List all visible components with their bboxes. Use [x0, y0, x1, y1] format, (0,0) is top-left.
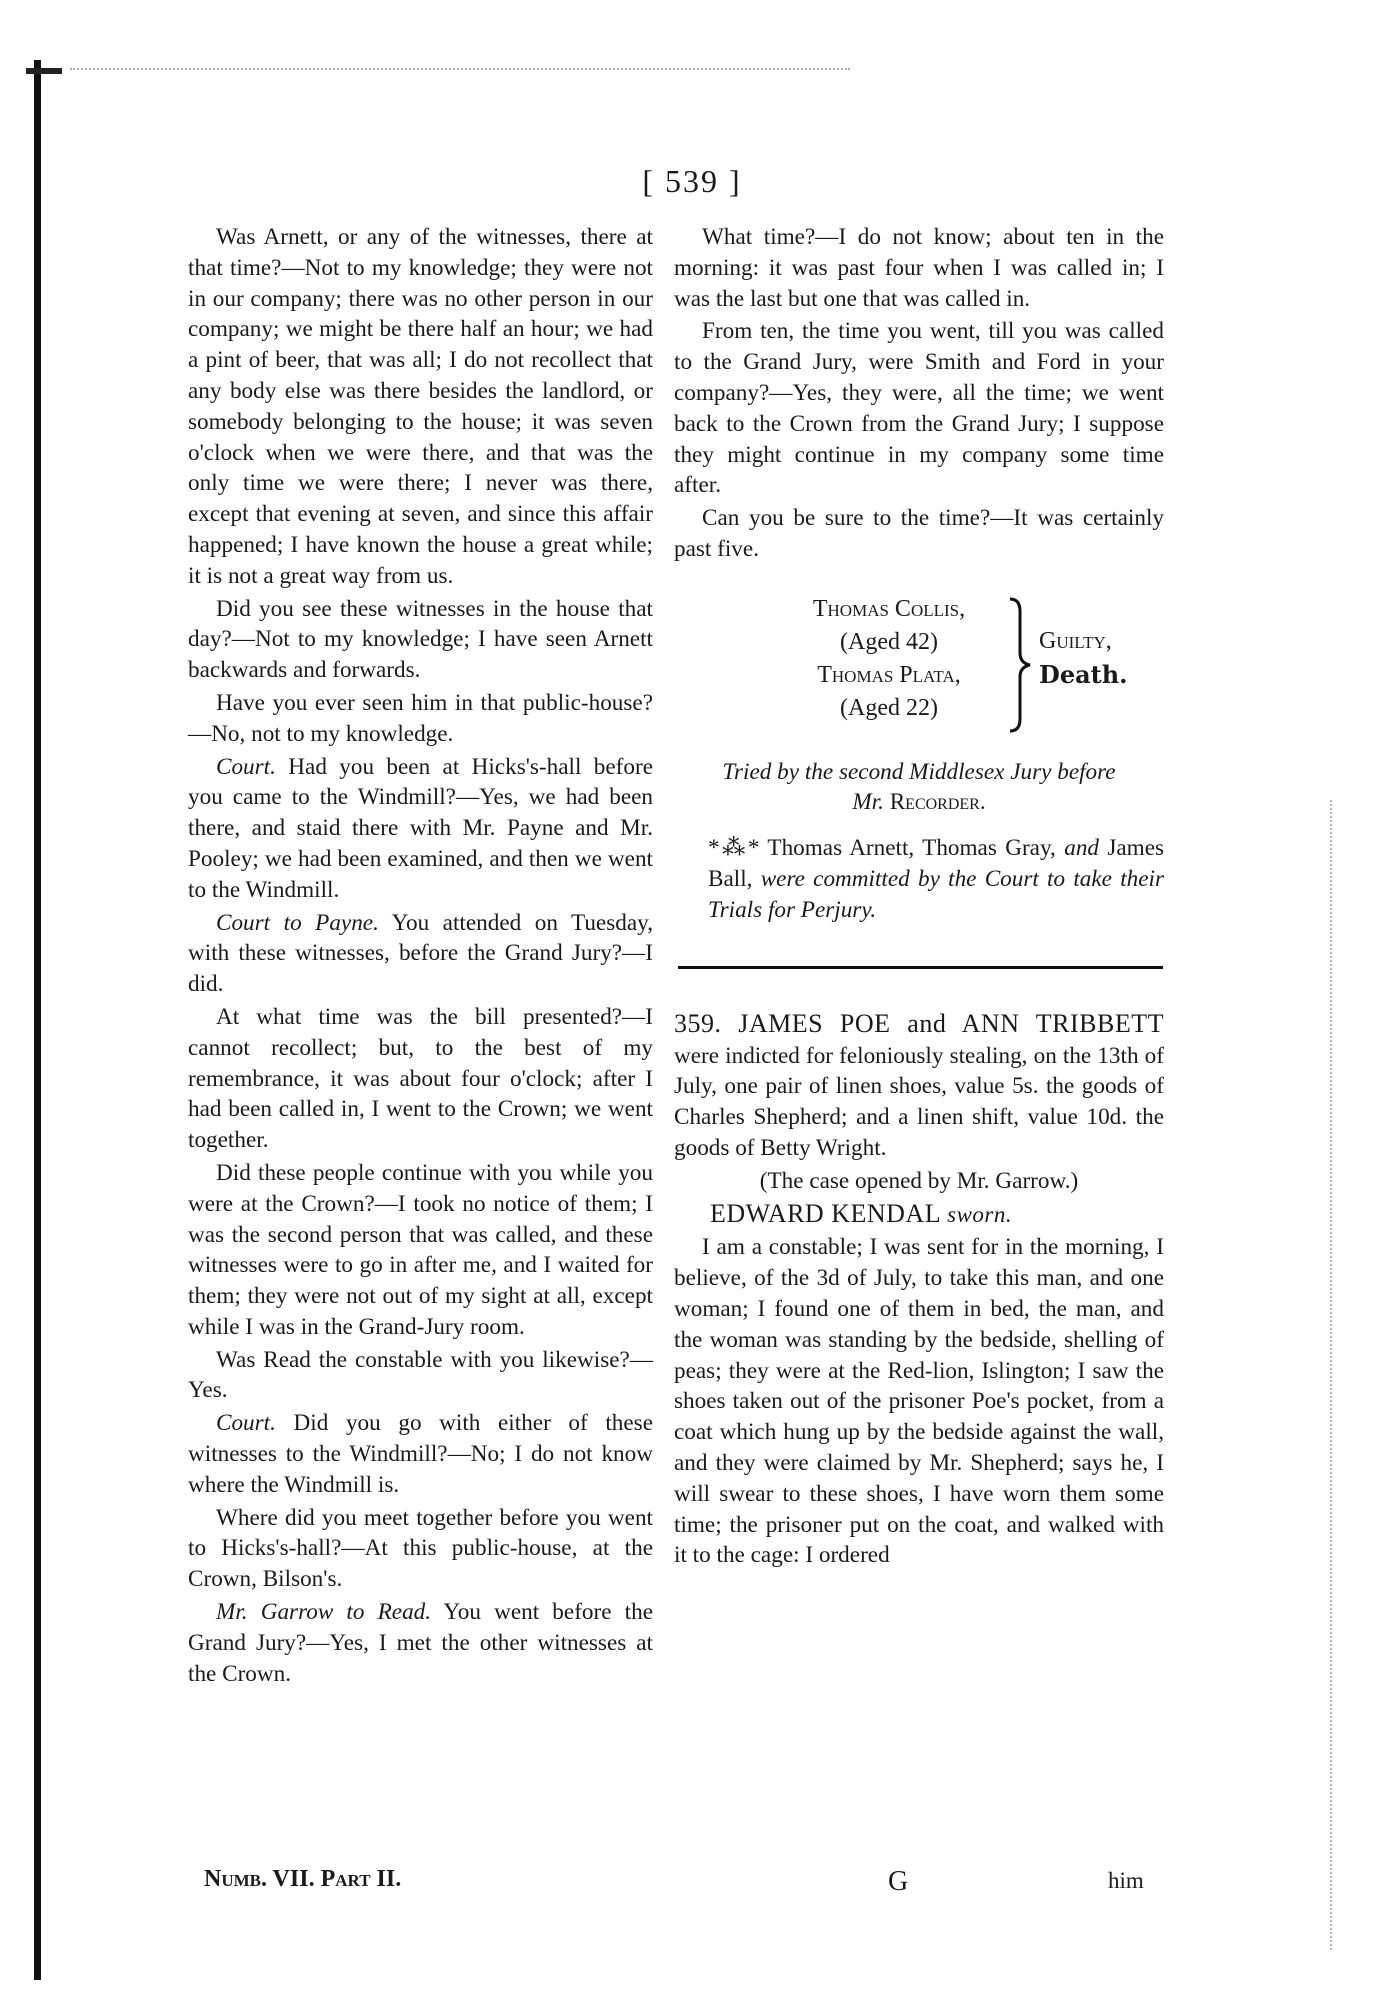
- issue-part-label: Numb. VII. Part II.: [204, 1866, 402, 1892]
- paragraph: [188, 908, 653, 1000]
- defendant-age: (Aged 22): [840, 694, 938, 721]
- paragraph: Can you be sure to the time?—It was certainly past five.: [674, 505, 1164, 562]
- defendant-name: Thomas Collis,: [812, 595, 966, 622]
- paragraph: [188, 752, 653, 906]
- jury-note: [674, 757, 1164, 817]
- committed-names: Thomas Arnett, Thomas Gray,: [767, 834, 1056, 861]
- speaker-label: Mr. Garrow to Read.: [216, 1599, 432, 1626]
- paragraph: Was Arnett, or any of the witnesses, there at that time?—Not to my knowledge; they were not in our company; there was no other person in our company; we might be there half an hour; we had a pint of beer, that was all; I do not recollect that any body else was there besides the landlord, or somebody belonging to the house; it was seven o'clock when we were there, and that was the only time we were there; I never was there, except that evening at seven, and since this affair happened; I have known the house a great while; it is not a great way from us.: [188, 224, 653, 589]
- catchword: him: [1108, 1868, 1144, 1893]
- left-column: [188, 222, 653, 1691]
- verdict-sentence: Death.: [1039, 659, 1128, 689]
- committed-and: and: [1064, 834, 1099, 861]
- defendant-age: (Aged 42): [840, 628, 938, 655]
- paragraph: Was Read the constable with you likewise?—Yes.: [188, 1346, 653, 1404]
- defendant-name: Thomas Plata,: [817, 661, 961, 688]
- binding-edge: [34, 60, 41, 1980]
- case-paragraph: [674, 1009, 1164, 1164]
- paragraph-text: Did you go with either of these witnesses to the Windmill?—No; I do not know where the Windmill is.: [188, 1410, 653, 1498]
- defendant-list: [769, 593, 1009, 725]
- speaker-label: Court.: [216, 1410, 276, 1437]
- paragraph: Where did you meet together before you went to Hicks's-hall?—At this public-house, at the Crown, Bilson's.: [188, 1504, 653, 1593]
- witness-heading: [674, 1199, 1164, 1231]
- verdict-text: [1039, 625, 1128, 691]
- case-text: were indicted for feloniously stealing, on the 13th of July, one pair of linen shoes, value 5s. the goods of Charles Shepherd; and a linen shift, value 10d. the goods of Betty Wright.: [674, 1042, 1164, 1161]
- scan-noise-right: [1330, 800, 1334, 1950]
- committed-note: [674, 833, 1164, 926]
- paragraph: Did you see these witnesses in the house that day?—Not to my knowledge; I have seen Arnett backwards and forwards.: [188, 595, 653, 684]
- signature-mark: G: [888, 1866, 909, 1897]
- section-divider: [678, 966, 1163, 969]
- paragraph-text: You went before the Grand Jury?—Yes, I met the other witnesses at the Crown.: [188, 1599, 653, 1687]
- jury-note-recorder: Recorder.: [889, 788, 986, 815]
- page-number: [ 539 ]: [642, 163, 742, 199]
- case-opened-note: (The case opened by Mr. Garrow.): [759, 1167, 1079, 1194]
- binding-edge-top: [26, 68, 62, 74]
- speaker-label: Court to Payne.: [216, 909, 379, 936]
- scan-noise-top: [70, 68, 850, 71]
- verdict-guilty: Guilty,: [1039, 627, 1112, 654]
- paragraph: Did these people continue with you while you were at the Crown?—I took no notice of them; I was the second person that was called, and these witnesses were to go in after me, and I waited for them; they were not out of my sight at all, except while I was in the Grand-Jury room.: [188, 1159, 653, 1340]
- jury-note-line: [674, 787, 1164, 817]
- jury-note-line: Tried by the second Middlesex Jury before: [722, 758, 1116, 785]
- verdict-block: [674, 593, 1164, 743]
- paragraph: At what time was the bill presented?—I cannot recollect; but, to the best of my remembrance, it was about four o'clock; after I had been called in, I went to the Crown; we went together.: [188, 1003, 653, 1154]
- witness-name: EDWARD KENDAL: [710, 1198, 941, 1228]
- paragraph: [188, 1597, 653, 1689]
- committed-names-2: James Ball,: [708, 834, 1165, 892]
- case-heading: 359. JAMES POE and ANN TRIBBETT: [674, 1008, 1164, 1038]
- paragraph: What time?—I do not know; about ten in the morning: it was past four when I was called in; I was the last but one that was called in.: [674, 224, 1164, 312]
- asterism-icon: *⁂*: [708, 834, 760, 861]
- jury-note-prefix: Mr.: [852, 788, 884, 815]
- committed-text: were committed by the Court to take their Trials for Perjury.: [708, 865, 1164, 923]
- paragraph-text: You attended on Tuesday, with these witnesses, before the Grand Jury?—I did.: [188, 909, 654, 998]
- paragraph: Have you ever seen him in that public-house?—No, not to my knowledge.: [188, 689, 653, 747]
- right-column: [674, 222, 1164, 1573]
- testimony-paragraph: I am a constable; I was sent for in the morning, I believe, of the 3d of July, to take this man, and one woman; I found one of them in bed, the man, and the woman was standing by the bedside, shelling of peas; they were at the Red-lion, Islington; I saw the shoes taken out of the prisoner Poe's pocket, from a coat which hung up by the bedside against the wall, and they were claimed by Mr. Shepherd; says he, I will swear to these shoes, I have worn them some time; the prisoner put on the coat, and walked with it to the cage: I ordered: [674, 1234, 1164, 1569]
- paragraph: From ten, the time you went, till you was called to the Grand Jury, were Smith and Ford in your company?—Yes, they were, all the time; we went back to the Crown from the Grand Jury; I suppose they might continue in my company some time after.: [674, 318, 1164, 499]
- paragraph: [188, 1408, 653, 1500]
- brace-icon: [1006, 597, 1036, 733]
- witness-sworn: sworn.: [947, 1201, 1013, 1227]
- speaker-label: Court.: [216, 753, 276, 780]
- paragraph-text: Had you been at Hicks's-hall before you came to the Windmill?—Yes, we had been there, and staid there with Mr. Payne and Mr. Pooley; we had been examined, and then we went to the Windmill.: [188, 753, 653, 903]
